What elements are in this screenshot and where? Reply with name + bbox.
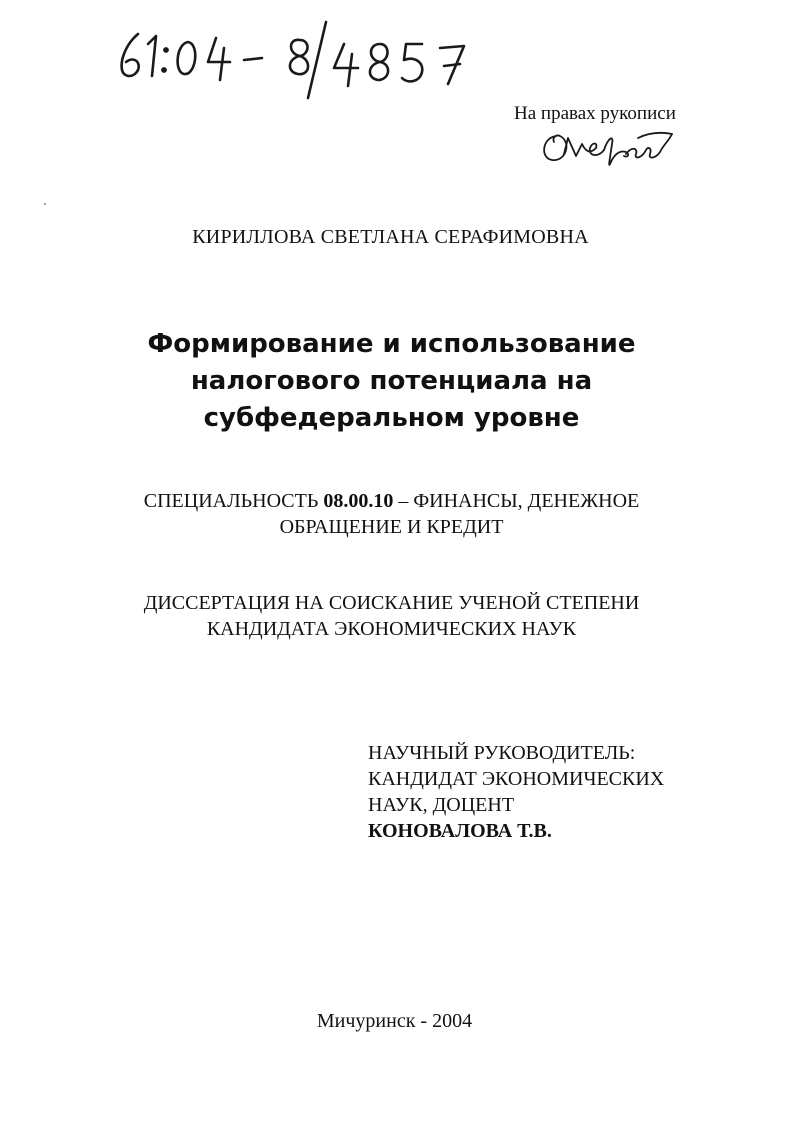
- specialty-code: 08.00.10: [323, 490, 394, 512]
- supervisor-block: [368, 740, 664, 844]
- signature: [538, 124, 678, 170]
- degree-line-1: ДИССЕРТАЦИЯ НА СОИСКАНИЕ УЧЕНОЙ СТЕПЕНИ: [143, 592, 640, 614]
- rights-note: На правах рукописи: [514, 103, 676, 124]
- specialty-prefix: СПЕЦИАЛЬНОСТЬ: [143, 490, 324, 512]
- city-year: Мичуринск - 2004: [316, 1010, 473, 1032]
- supervisor-line-3: НАУК, ДОЦЕНТ: [368, 794, 515, 816]
- title-line-1: Формирование и использование: [147, 329, 636, 359]
- title-line-3: субфедеральном уровне: [203, 403, 580, 433]
- handwritten-archive-code: [112, 14, 492, 104]
- specialty-line-2: ОБРАЩЕНИЕ И КРЕДИТ: [279, 516, 504, 538]
- author-name: КИРИЛЛОВА СВЕТЛАНА СЕРАФИМОВНА: [192, 226, 589, 248]
- dissertation-title: [0, 326, 797, 437]
- scan-speck: [44, 203, 46, 205]
- supervisor-name: КОНОВАЛОВА Т.В.: [368, 820, 552, 842]
- degree-line-2: КАНДИДАТА ЭКОНОМИЧЕСКИХ НАУК: [206, 618, 577, 640]
- title-line-2: налогового потенциала на: [190, 366, 593, 396]
- specialty: [0, 488, 797, 540]
- supervisor-line-2: КАНДИДАТ ЭКОНОМИЧЕСКИХ: [368, 768, 665, 790]
- degree-statement: [0, 590, 797, 642]
- supervisor-line-1: НАУЧНЫЙ РУКОВОДИТЕЛЬ:: [368, 742, 636, 764]
- specialty-line-1: [0, 488, 797, 514]
- specialty-suffix: – ФИНАНСЫ, ДЕНЕЖНОЕ: [393, 490, 640, 512]
